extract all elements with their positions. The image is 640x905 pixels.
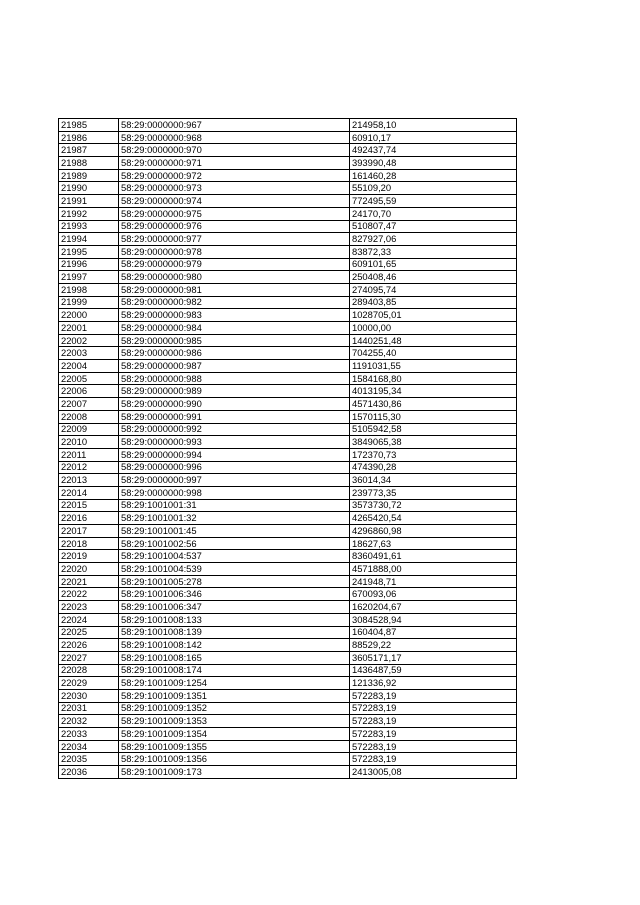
table-row (59, 525, 517, 538)
value-cell: 3573730,72 (350, 499, 517, 512)
cadastral-number-cell: 58:29:1001009:1353 (119, 715, 350, 728)
table-row (59, 677, 517, 690)
cadastral-number-cell: 58:29:1001009:1352 (119, 702, 350, 715)
cadastral-value-table (58, 118, 517, 779)
value-cell: 3084528,94 (350, 613, 517, 626)
cadastral-number-cell: 58:29:0000000:985 (119, 334, 350, 347)
value-cell: 289403,85 (350, 296, 517, 309)
row-number-cell: 22019 (59, 550, 119, 563)
row-number-cell: 22015 (59, 499, 119, 512)
value-cell: 1436487,59 (350, 664, 517, 677)
row-number-cell: 22029 (59, 677, 119, 690)
row-number-cell: 22011 (59, 448, 119, 461)
table-row (59, 233, 517, 246)
value-cell: 609101,65 (350, 258, 517, 271)
table-row (59, 588, 517, 601)
value-cell: 670093,06 (350, 588, 517, 601)
row-number-cell: 22006 (59, 385, 119, 398)
row-number-cell: 22005 (59, 372, 119, 385)
value-cell: 160404,87 (350, 626, 517, 639)
value-cell: 10000,00 (350, 322, 517, 335)
value-cell: 704255,40 (350, 347, 517, 360)
table-row (59, 613, 517, 626)
value-cell: 36014,34 (350, 474, 517, 487)
value-cell: 239773,35 (350, 486, 517, 499)
table-row (59, 626, 517, 639)
cadastral-number-cell: 58:29:0000000:991 (119, 410, 350, 423)
table-row (59, 664, 517, 677)
table-row (59, 575, 517, 588)
cadastral-number-cell: 58:29:1001001:45 (119, 525, 350, 538)
value-cell: 510807,47 (350, 220, 517, 233)
value-cell: 572283,19 (350, 728, 517, 741)
cadastral-number-cell: 58:29:1001008:133 (119, 613, 350, 626)
cadastral-number-cell: 58:29:0000000:998 (119, 486, 350, 499)
cadastral-number-cell: 58:29:0000000:987 (119, 360, 350, 373)
cadastral-number-cell: 58:29:0000000:989 (119, 385, 350, 398)
table-row (59, 309, 517, 322)
cadastral-number-cell: 58:29:0000000:977 (119, 233, 350, 246)
cadastral-number-cell: 58:29:0000000:980 (119, 271, 350, 284)
table-row (59, 360, 517, 373)
row-number-cell: 22027 (59, 651, 119, 664)
row-number-cell: 21998 (59, 283, 119, 296)
table-row (59, 322, 517, 335)
table-row (59, 702, 517, 715)
cadastral-number-cell: 58:29:0000000:990 (119, 398, 350, 411)
cadastral-number-cell: 58:29:1001001:31 (119, 499, 350, 512)
cadastral-number-cell: 58:29:0000000:974 (119, 195, 350, 208)
cadastral-number-cell: 58:29:0000000:983 (119, 309, 350, 322)
value-cell: 4296860,98 (350, 525, 517, 538)
row-number-cell: 22026 (59, 639, 119, 652)
table-row (59, 563, 517, 576)
table-row (59, 347, 517, 360)
value-cell: 60910,17 (350, 131, 517, 144)
table-row (59, 651, 517, 664)
cadastral-number-cell: 58:29:0000000:986 (119, 347, 350, 360)
value-cell: 18627,63 (350, 537, 517, 550)
cadastral-number-cell: 58:29:1001008:142 (119, 639, 350, 652)
value-cell: 772495,59 (350, 195, 517, 208)
table-row (59, 271, 517, 284)
value-cell: 214958,10 (350, 119, 517, 132)
value-cell: 8360491,61 (350, 550, 517, 563)
row-number-cell: 22001 (59, 322, 119, 335)
row-number-cell: 22010 (59, 436, 119, 449)
table-row (59, 410, 517, 423)
value-cell: 1620204,67 (350, 601, 517, 614)
cadastral-number-cell: 58:29:1001008:174 (119, 664, 350, 677)
row-number-cell: 22016 (59, 512, 119, 525)
table-row (59, 296, 517, 309)
cadastral-number-cell: 58:29:1001008:165 (119, 651, 350, 664)
value-cell: 3849065,38 (350, 436, 517, 449)
cadastral-number-cell: 58:29:1001006:346 (119, 588, 350, 601)
value-cell: 241948,71 (350, 575, 517, 588)
table-row (59, 537, 517, 550)
table-row (59, 385, 517, 398)
row-number-cell: 22009 (59, 423, 119, 436)
cadastral-number-cell: 58:29:0000000:978 (119, 245, 350, 258)
table-row (59, 245, 517, 258)
value-cell: 474390,28 (350, 461, 517, 474)
table-row (59, 182, 517, 195)
row-number-cell: 21995 (59, 245, 119, 258)
value-cell: 121336,92 (350, 677, 517, 690)
value-cell: 55109,20 (350, 182, 517, 195)
row-number-cell: 22033 (59, 728, 119, 741)
table-row (59, 207, 517, 220)
value-cell: 572283,19 (350, 740, 517, 753)
value-cell: 250408,46 (350, 271, 517, 284)
cadastral-number-cell: 58:29:1001002:56 (119, 537, 350, 550)
row-number-cell: 21994 (59, 233, 119, 246)
cadastral-number-cell: 58:29:0000000:996 (119, 461, 350, 474)
value-cell: 1028705,01 (350, 309, 517, 322)
cadastral-number-cell: 58:29:1001009:1351 (119, 689, 350, 702)
table-row (59, 169, 517, 182)
cadastral-number-cell: 58:29:0000000:993 (119, 436, 350, 449)
table-row (59, 157, 517, 170)
cadastral-number-cell: 58:29:1001009:1356 (119, 753, 350, 766)
value-cell: 572283,19 (350, 715, 517, 728)
table-row (59, 436, 517, 449)
table-row (59, 131, 517, 144)
row-number-cell: 22023 (59, 601, 119, 614)
cadastral-number-cell: 58:29:0000000:994 (119, 448, 350, 461)
cadastral-number-cell: 58:29:0000000:981 (119, 283, 350, 296)
table-row (59, 220, 517, 233)
value-cell: 492437,74 (350, 144, 517, 157)
table-row (59, 372, 517, 385)
row-number-cell: 21991 (59, 195, 119, 208)
row-number-cell: 22036 (59, 766, 119, 779)
row-number-cell: 22031 (59, 702, 119, 715)
value-cell: 1584168,80 (350, 372, 517, 385)
cadastral-number-cell: 58:29:0000000:982 (119, 296, 350, 309)
row-number-cell: 21987 (59, 144, 119, 157)
row-number-cell: 22007 (59, 398, 119, 411)
cadastral-number-cell: 58:29:0000000:988 (119, 372, 350, 385)
table-row (59, 601, 517, 614)
table-row (59, 550, 517, 563)
table-row (59, 423, 517, 436)
row-number-cell: 22002 (59, 334, 119, 347)
cadastral-number-cell: 58:29:1001008:139 (119, 626, 350, 639)
row-number-cell: 22022 (59, 588, 119, 601)
row-number-cell: 22035 (59, 753, 119, 766)
table-row (59, 474, 517, 487)
row-number-cell: 22021 (59, 575, 119, 588)
row-number-cell: 22008 (59, 410, 119, 423)
document-page (58, 118, 516, 779)
table-row (59, 448, 517, 461)
cadastral-number-cell: 58:29:0000000:972 (119, 169, 350, 182)
value-cell: 24170,70 (350, 207, 517, 220)
row-number-cell: 22018 (59, 537, 119, 550)
row-number-cell: 21986 (59, 131, 119, 144)
value-cell: 827927,06 (350, 233, 517, 246)
table-row (59, 258, 517, 271)
row-number-cell: 22012 (59, 461, 119, 474)
value-cell: 4265420,54 (350, 512, 517, 525)
row-number-cell: 21985 (59, 119, 119, 132)
row-number-cell: 21996 (59, 258, 119, 271)
value-cell: 161460,28 (350, 169, 517, 182)
value-cell: 1440251,48 (350, 334, 517, 347)
row-number-cell: 22024 (59, 613, 119, 626)
cadastral-number-cell: 58:29:1001006:347 (119, 601, 350, 614)
table-row (59, 144, 517, 157)
value-cell: 172370,73 (350, 448, 517, 461)
row-number-cell: 22013 (59, 474, 119, 487)
value-cell: 274095,74 (350, 283, 517, 296)
cadastral-number-cell: 58:29:0000000:970 (119, 144, 350, 157)
cadastral-number-cell: 58:29:1001009:1254 (119, 677, 350, 690)
table-row (59, 334, 517, 347)
row-number-cell: 22025 (59, 626, 119, 639)
row-number-cell: 22020 (59, 563, 119, 576)
row-number-cell: 22030 (59, 689, 119, 702)
row-number-cell: 22004 (59, 360, 119, 373)
table-row (59, 766, 517, 779)
table-row (59, 753, 517, 766)
value-cell: 4571430,86 (350, 398, 517, 411)
row-number-cell: 21988 (59, 157, 119, 170)
value-cell: 1191031,55 (350, 360, 517, 373)
cadastral-number-cell: 58:29:0000000:971 (119, 157, 350, 170)
row-number-cell: 22028 (59, 664, 119, 677)
table-row (59, 715, 517, 728)
value-cell: 4571888,00 (350, 563, 517, 576)
value-cell: 393990,48 (350, 157, 517, 170)
row-number-cell: 21989 (59, 169, 119, 182)
row-number-cell: 22000 (59, 309, 119, 322)
cadastral-number-cell: 58:29:0000000:973 (119, 182, 350, 195)
row-number-cell: 22014 (59, 486, 119, 499)
cadastral-number-cell: 58:29:0000000:967 (119, 119, 350, 132)
value-cell: 3605171,17 (350, 651, 517, 664)
row-number-cell: 21990 (59, 182, 119, 195)
cadastral-number-cell: 58:29:0000000:979 (119, 258, 350, 271)
value-cell: 1570115,30 (350, 410, 517, 423)
value-cell: 572283,19 (350, 689, 517, 702)
table-row (59, 195, 517, 208)
table-row (59, 639, 517, 652)
cadastral-number-cell: 58:29:0000000:975 (119, 207, 350, 220)
cadastral-number-cell: 58:29:1001009:1355 (119, 740, 350, 753)
cadastral-number-cell: 58:29:0000000:976 (119, 220, 350, 233)
table-row (59, 398, 517, 411)
row-number-cell: 21992 (59, 207, 119, 220)
row-number-cell: 21993 (59, 220, 119, 233)
row-number-cell: 21997 (59, 271, 119, 284)
table-body (59, 119, 517, 779)
value-cell: 2413005,08 (350, 766, 517, 779)
cadastral-number-cell: 58:29:0000000:997 (119, 474, 350, 487)
table-row (59, 512, 517, 525)
row-number-cell: 21999 (59, 296, 119, 309)
cadastral-number-cell: 58:29:1001001:32 (119, 512, 350, 525)
table-row (59, 461, 517, 474)
row-number-cell: 22017 (59, 525, 119, 538)
table-row (59, 119, 517, 132)
table-row (59, 740, 517, 753)
value-cell: 572283,19 (350, 702, 517, 715)
cadastral-number-cell: 58:29:1001009:173 (119, 766, 350, 779)
value-cell: 88529,22 (350, 639, 517, 652)
value-cell: 4013195,34 (350, 385, 517, 398)
row-number-cell: 22032 (59, 715, 119, 728)
cadastral-number-cell: 58:29:1001004:537 (119, 550, 350, 563)
table-row (59, 728, 517, 741)
table-row (59, 499, 517, 512)
table-row (59, 689, 517, 702)
table-row (59, 283, 517, 296)
row-number-cell: 22003 (59, 347, 119, 360)
value-cell: 83872,33 (350, 245, 517, 258)
cadastral-number-cell: 58:29:1001005:278 (119, 575, 350, 588)
cadastral-number-cell: 58:29:1001004:539 (119, 563, 350, 576)
cadastral-number-cell: 58:29:0000000:984 (119, 322, 350, 335)
table-row (59, 486, 517, 499)
value-cell: 5105942,58 (350, 423, 517, 436)
cadastral-number-cell: 58:29:0000000:992 (119, 423, 350, 436)
value-cell: 572283,19 (350, 753, 517, 766)
cadastral-number-cell: 58:29:1001009:1354 (119, 728, 350, 741)
cadastral-number-cell: 58:29:0000000:968 (119, 131, 350, 144)
row-number-cell: 22034 (59, 740, 119, 753)
